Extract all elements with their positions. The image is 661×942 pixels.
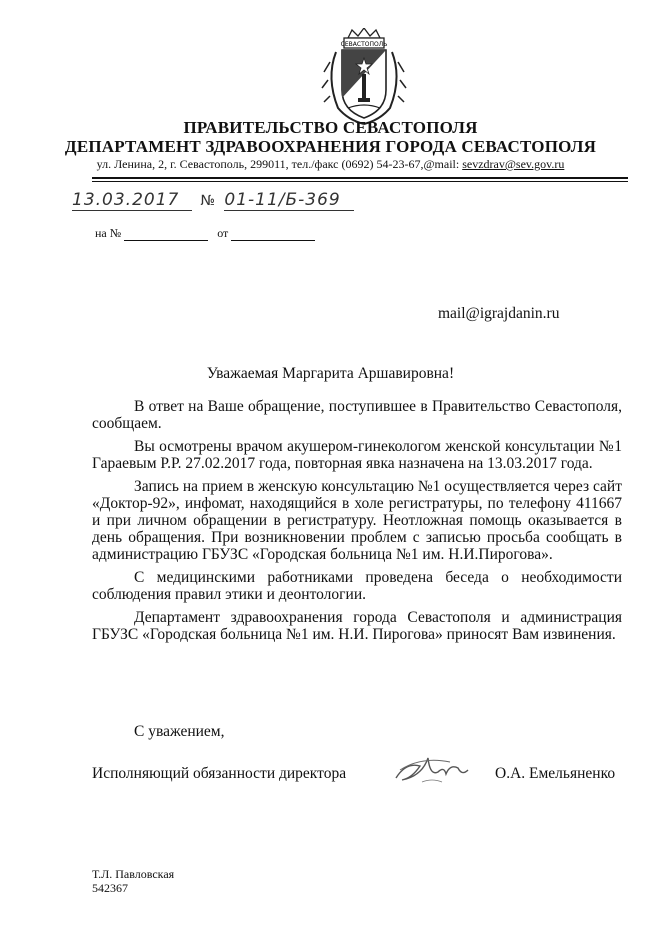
org-address-text: ул. Ленина, 2, г. Севастополь, 299011, тел./факс (0692) 54-23-67,@mail: — [96, 157, 463, 171]
reply-to-number-field — [124, 228, 208, 241]
reply-from-label: от — [217, 226, 229, 240]
city-emblem-icon — [318, 28, 410, 128]
reply-to-line — [95, 226, 315, 241]
registration-number-sign: № — [200, 193, 216, 209]
org-email-link[interactable]: sevzdrav@sev.gov.ru — [462, 157, 565, 171]
reply-to-label: на № — [95, 226, 122, 240]
org-name-government: ПРАВИТЕЛЬСТВО СЕВАСТОПОЛЯ — [183, 118, 478, 137]
registration-number: 01-11/Б-369 — [224, 190, 354, 211]
closing-phrase: С уважением, — [134, 723, 225, 740]
signatory-name: О.А. Емельяненко — [495, 765, 616, 782]
body-paragraph: Департамент здравоохранения города Севастополя и администрация ГБУЗС «Городская больница №1 им. Н.И. Пирогова» приносят Вам извинения. — [92, 609, 622, 643]
reply-from-date-field — [231, 228, 315, 241]
body-paragraph: С медицинскими работниками проведена беседа о необходимости соблюдения правил этики и деонтологии. — [92, 569, 622, 603]
executor-phone: 542367 — [92, 881, 128, 895]
executor-name: Т.Л. Павловская — [92, 867, 175, 881]
handwritten-signature-icon — [392, 748, 472, 788]
emblem-caption: СЕВАСТОПОЛЬ — [340, 41, 388, 48]
registration-stamp — [72, 190, 354, 211]
salutation: Уважаемая Маргарита Аршавировна! — [206, 365, 455, 382]
org-name-department: ДЕПАРТАМЕНТ ЗДРАВООХРАНЕНИЯ ГОРОДА СЕВАСТОПОЛЯ — [64, 137, 597, 156]
body-paragraph: В ответ на Ваше обращение, поступившее в Правительство Севастополя, сообщаем. — [92, 398, 622, 432]
addressee-email: mail@igrajdanin.ru — [438, 305, 560, 322]
header-divider-thick — [92, 177, 628, 179]
org-address — [0, 157, 661, 172]
body-paragraph: Запись на прием в женскую консультацию №1 осуществляется через сайт «Доктор-92», инфомат, находящийся в холе регистратуры, по телефону 411667 и при личном обращении в регистратуру. Неотложная помощь оказывается в день обращения. При возникновении проблем с записью просьба сообщать в администрацию ГБУЗС «Городская больница №1 им. Н.И.Пирогова». — [92, 478, 622, 563]
body-paragraph: Вы осмотрены врачом акушером-гинекологом женской консультации №1 Гараевым Р.Р. 27.02.2017 года, повторная явка назначена на 13.03.2017 года. — [92, 438, 622, 472]
registration-date: 13.03.2017 — [72, 190, 192, 211]
header-divider-thin — [92, 181, 628, 182]
letter-body — [92, 398, 622, 649]
signatory-position: Исполняющий обязанности директора — [92, 765, 347, 782]
